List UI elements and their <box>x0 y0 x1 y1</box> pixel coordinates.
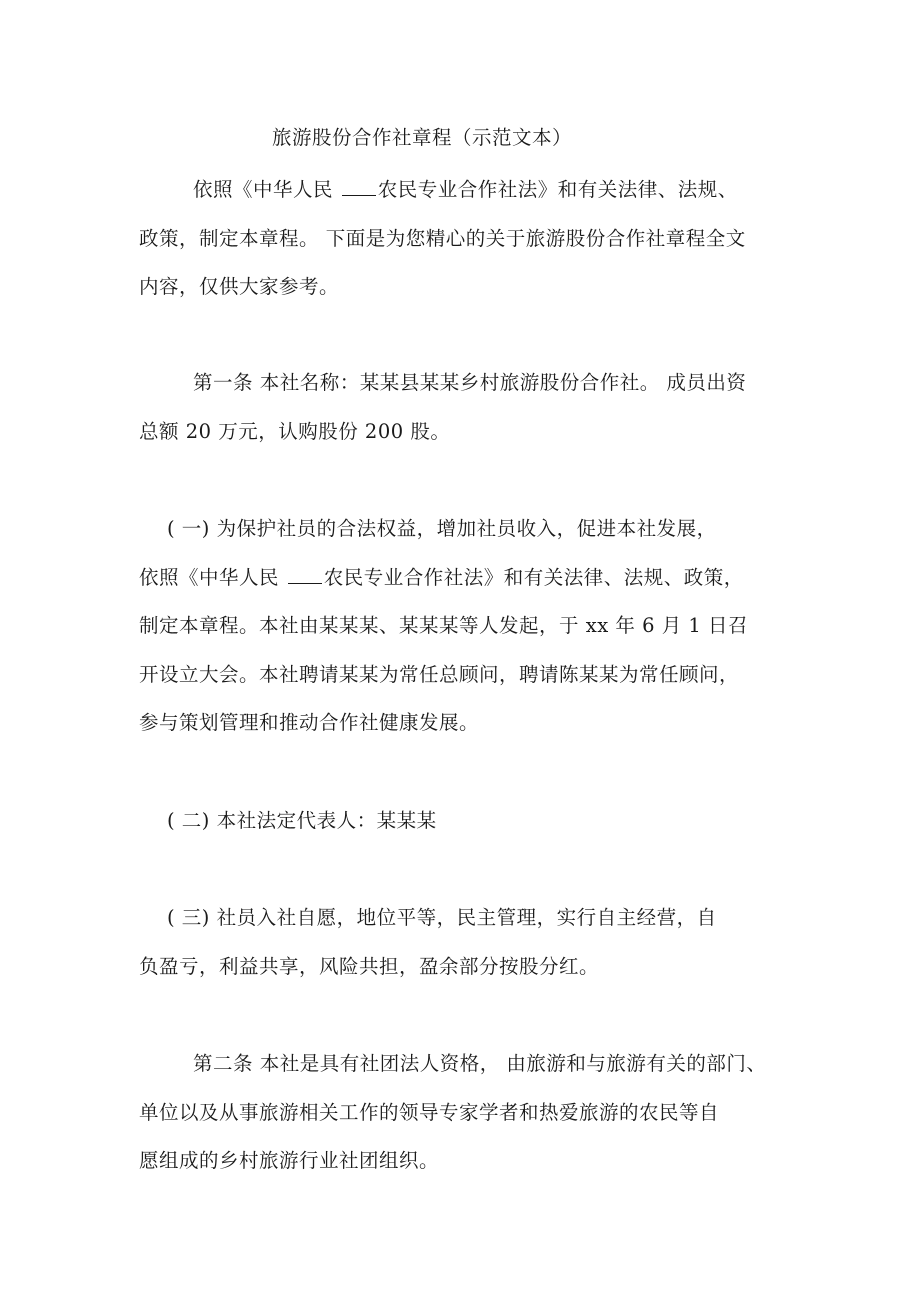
intro-line-2: 政策，制定本章程。 下面是为您精心的关于旅游股份合作社章程全文 <box>139 227 746 250</box>
intro-line-1 <box>193 178 738 202</box>
clause-1-line-5: 参与策划管理和推动合作社健康发展。 <box>139 711 480 734</box>
article-1-line-2: 总额 20 万元，认购股份 200 股。 <box>139 420 451 443</box>
document-title: 旅游股份合作社章程（示范文本） <box>272 126 573 149</box>
blank-underline <box>342 179 376 196</box>
clause-2-line-1: ( 二) 本社法定代表人：某某某 <box>167 809 437 832</box>
intro-line-3: 内容，仅供大家参考。 <box>139 275 340 298</box>
intro-line-1-part-a: 依照《中华人民 <box>193 178 340 201</box>
clause-1-line-3: 制定本章程。本社由某某某、某某某等人发起，于 xx 年 6 月 1 日召 <box>139 614 748 637</box>
clause-1-line-2-part-a: 依照《中华人民 <box>139 566 286 589</box>
clause-1-line-2 <box>139 566 744 590</box>
clause-3-line-1: ( 三) 社员入社自愿，地位平等，民主管理，实行自主经营，自 <box>167 906 717 929</box>
article-1-line-1: 第一条 本社名称：某某县某某乡村旅游股份合作社。 成员出资 <box>193 371 747 394</box>
clause-1-line-4: 开设立大会。本社聘请某某为常任总顾问，聘请陈某某为常任顾问， <box>139 663 740 686</box>
blank-underline <box>288 567 322 584</box>
article-2-line-2: 单位以及从事旅游相关工作的领导专家学者和热爱旅游的农民等自 <box>139 1101 720 1124</box>
article-2-line-3: 愿组成的乡村旅游行业社团组织。 <box>139 1149 440 1172</box>
article-2-line-1: 第二条 本社是具有社团法人资格， 由旅游和与旅游有关的部门、 <box>193 1052 767 1075</box>
clause-3-line-2: 负盈亏，利益共享，风险共担，盈余部分按股分红。 <box>139 955 600 978</box>
intro-line-1-part-b: 农民专业合作社法》和有关法律、法规、 <box>377 178 738 201</box>
clause-1-line-1: ( 一) 为保护社员的合法权益，增加社员收入，促进本社发展， <box>167 517 717 540</box>
clause-1-line-2-part-b: 农民专业合作社法》和有关法律、法规、政策， <box>323 566 744 589</box>
